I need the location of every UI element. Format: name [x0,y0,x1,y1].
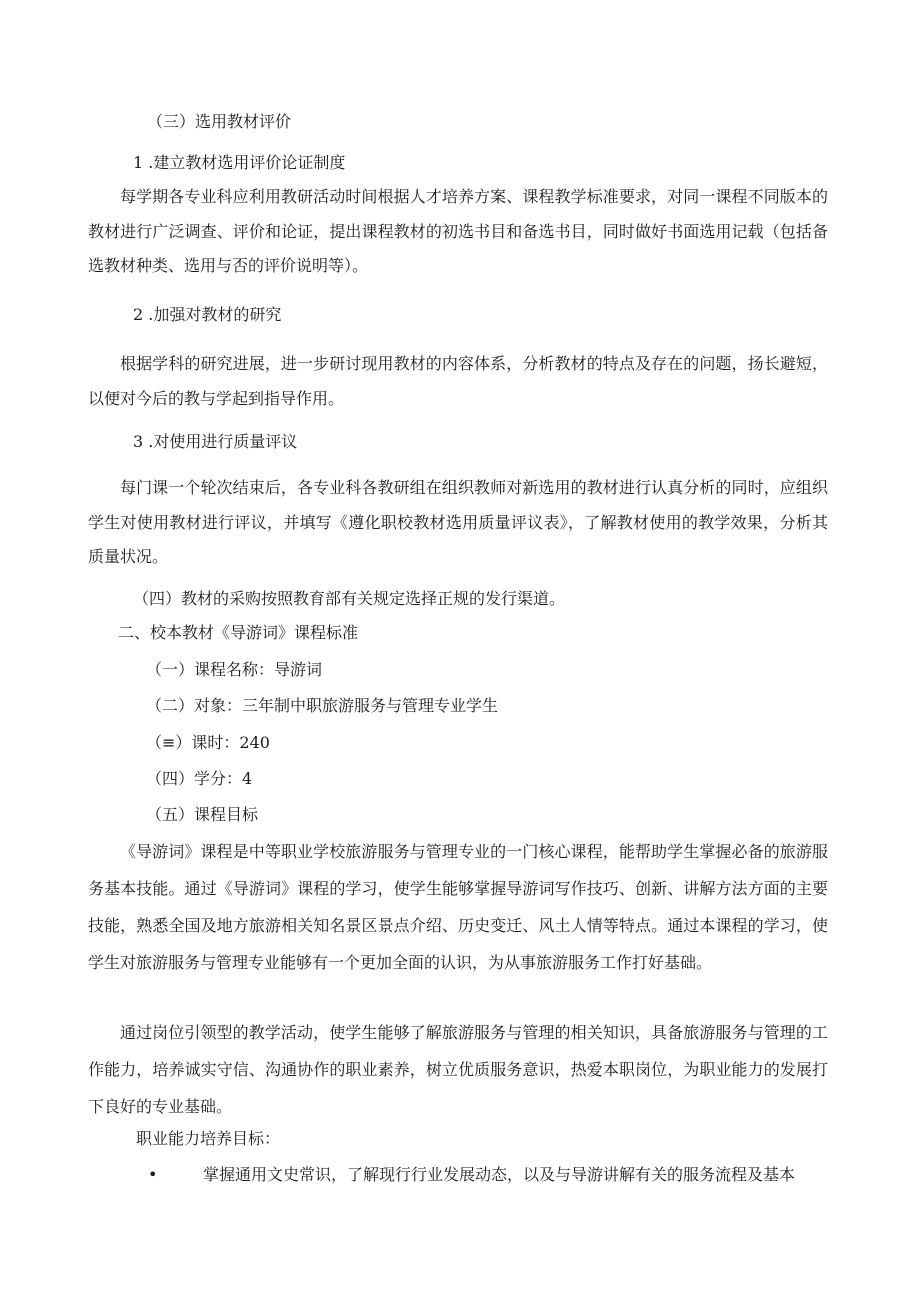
course-name: （一）课程名称：导游词 [146,660,323,679]
item-1-heading: 1 .建立教材选用评价论证制度 [133,153,346,172]
ability-goals-heading: 职业能力培养目标： [136,1129,281,1148]
course-goals-heading: （五）课程目标 [146,805,259,824]
section-4-line: （四）教材的采购按照教育部有关规定选择正规的发行渠道。 [133,589,566,608]
course-hours: （≡）课时：240 [146,733,270,752]
course-goals-paragraph-1: 《导游词》课程是中等职业学校旅游服务与管理专业的一门核心课程，能帮助学生掌握必备的旅游服务基本技能。通过《导游词》课程的学习，使学生能够掌握导游词写作技巧、创新、讲解方法方面的主要技能，熟悉全国及地方旅游相关知名景区景点介绍、历史变迁、风土人情等特点。通过本课程的学习，使学生对旅游服务与管理专业能够有一个更加全面的认识，为从事旅游服务工作打好基础。 [88,842,828,972]
course-credits: （四）学分：4 [146,769,253,788]
part-2-heading: 二、校本教材《导游词》课程标准 [118,623,359,642]
bullet-marker: • [148,1165,158,1184]
course-target: （二）对象：三年制中职旅游服务与管理专业学生 [146,696,499,715]
item-1-paragraph: 每学期各专业科应利用教研活动时间根据人才培养方案、课程教学标准要求，对同一课程不同版本的教材进行广泛调查、评价和论证，提出课程教材的初选书目和备选书目，同时做好书面选用记载（包括备选教材种类、选用与否的评价说明等）。 [88,187,828,275]
bullet-item-1: 掌握通用文史常识，了解现行行业发展动态，以及与导游讲解有关的服务流程及基本 [203,1165,796,1184]
item-3-heading: 3 .对使用进行质量评议 [133,432,298,451]
item-2-paragraph: 根据学科的研究进展，进一步研讨现用教材的内容体系，分析教材的特点及存在的问题，扬长避短，以便对今后的教与学起到指导作用。 [88,354,828,408]
item-2-heading: 2 .加强对教材的研究 [133,305,282,324]
item-3-paragraph: 每门课一个轮次结束后，各专业科各教研组在组织教师对新选用的教材进行认真分析的同时，应组织学生对使用教材进行评议，并填写《遵化职校教材选用质量评议表》，了解教材使用的教学效果，分析其质量状况。 [88,478,828,566]
section-heading-3: （三）选用教材评价 [147,112,292,131]
course-goals-paragraph-2: 通过岗位引领型的教学活动，使学生能够了解旅游服务与管理的相关知识，具备旅游服务与管理的工作能力，培养诚实守信、沟通协作的职业素养，树立优质服务意识，热爱本职岗位，为职业能力的发展打下良好的专业基础。 [88,1023,828,1116]
